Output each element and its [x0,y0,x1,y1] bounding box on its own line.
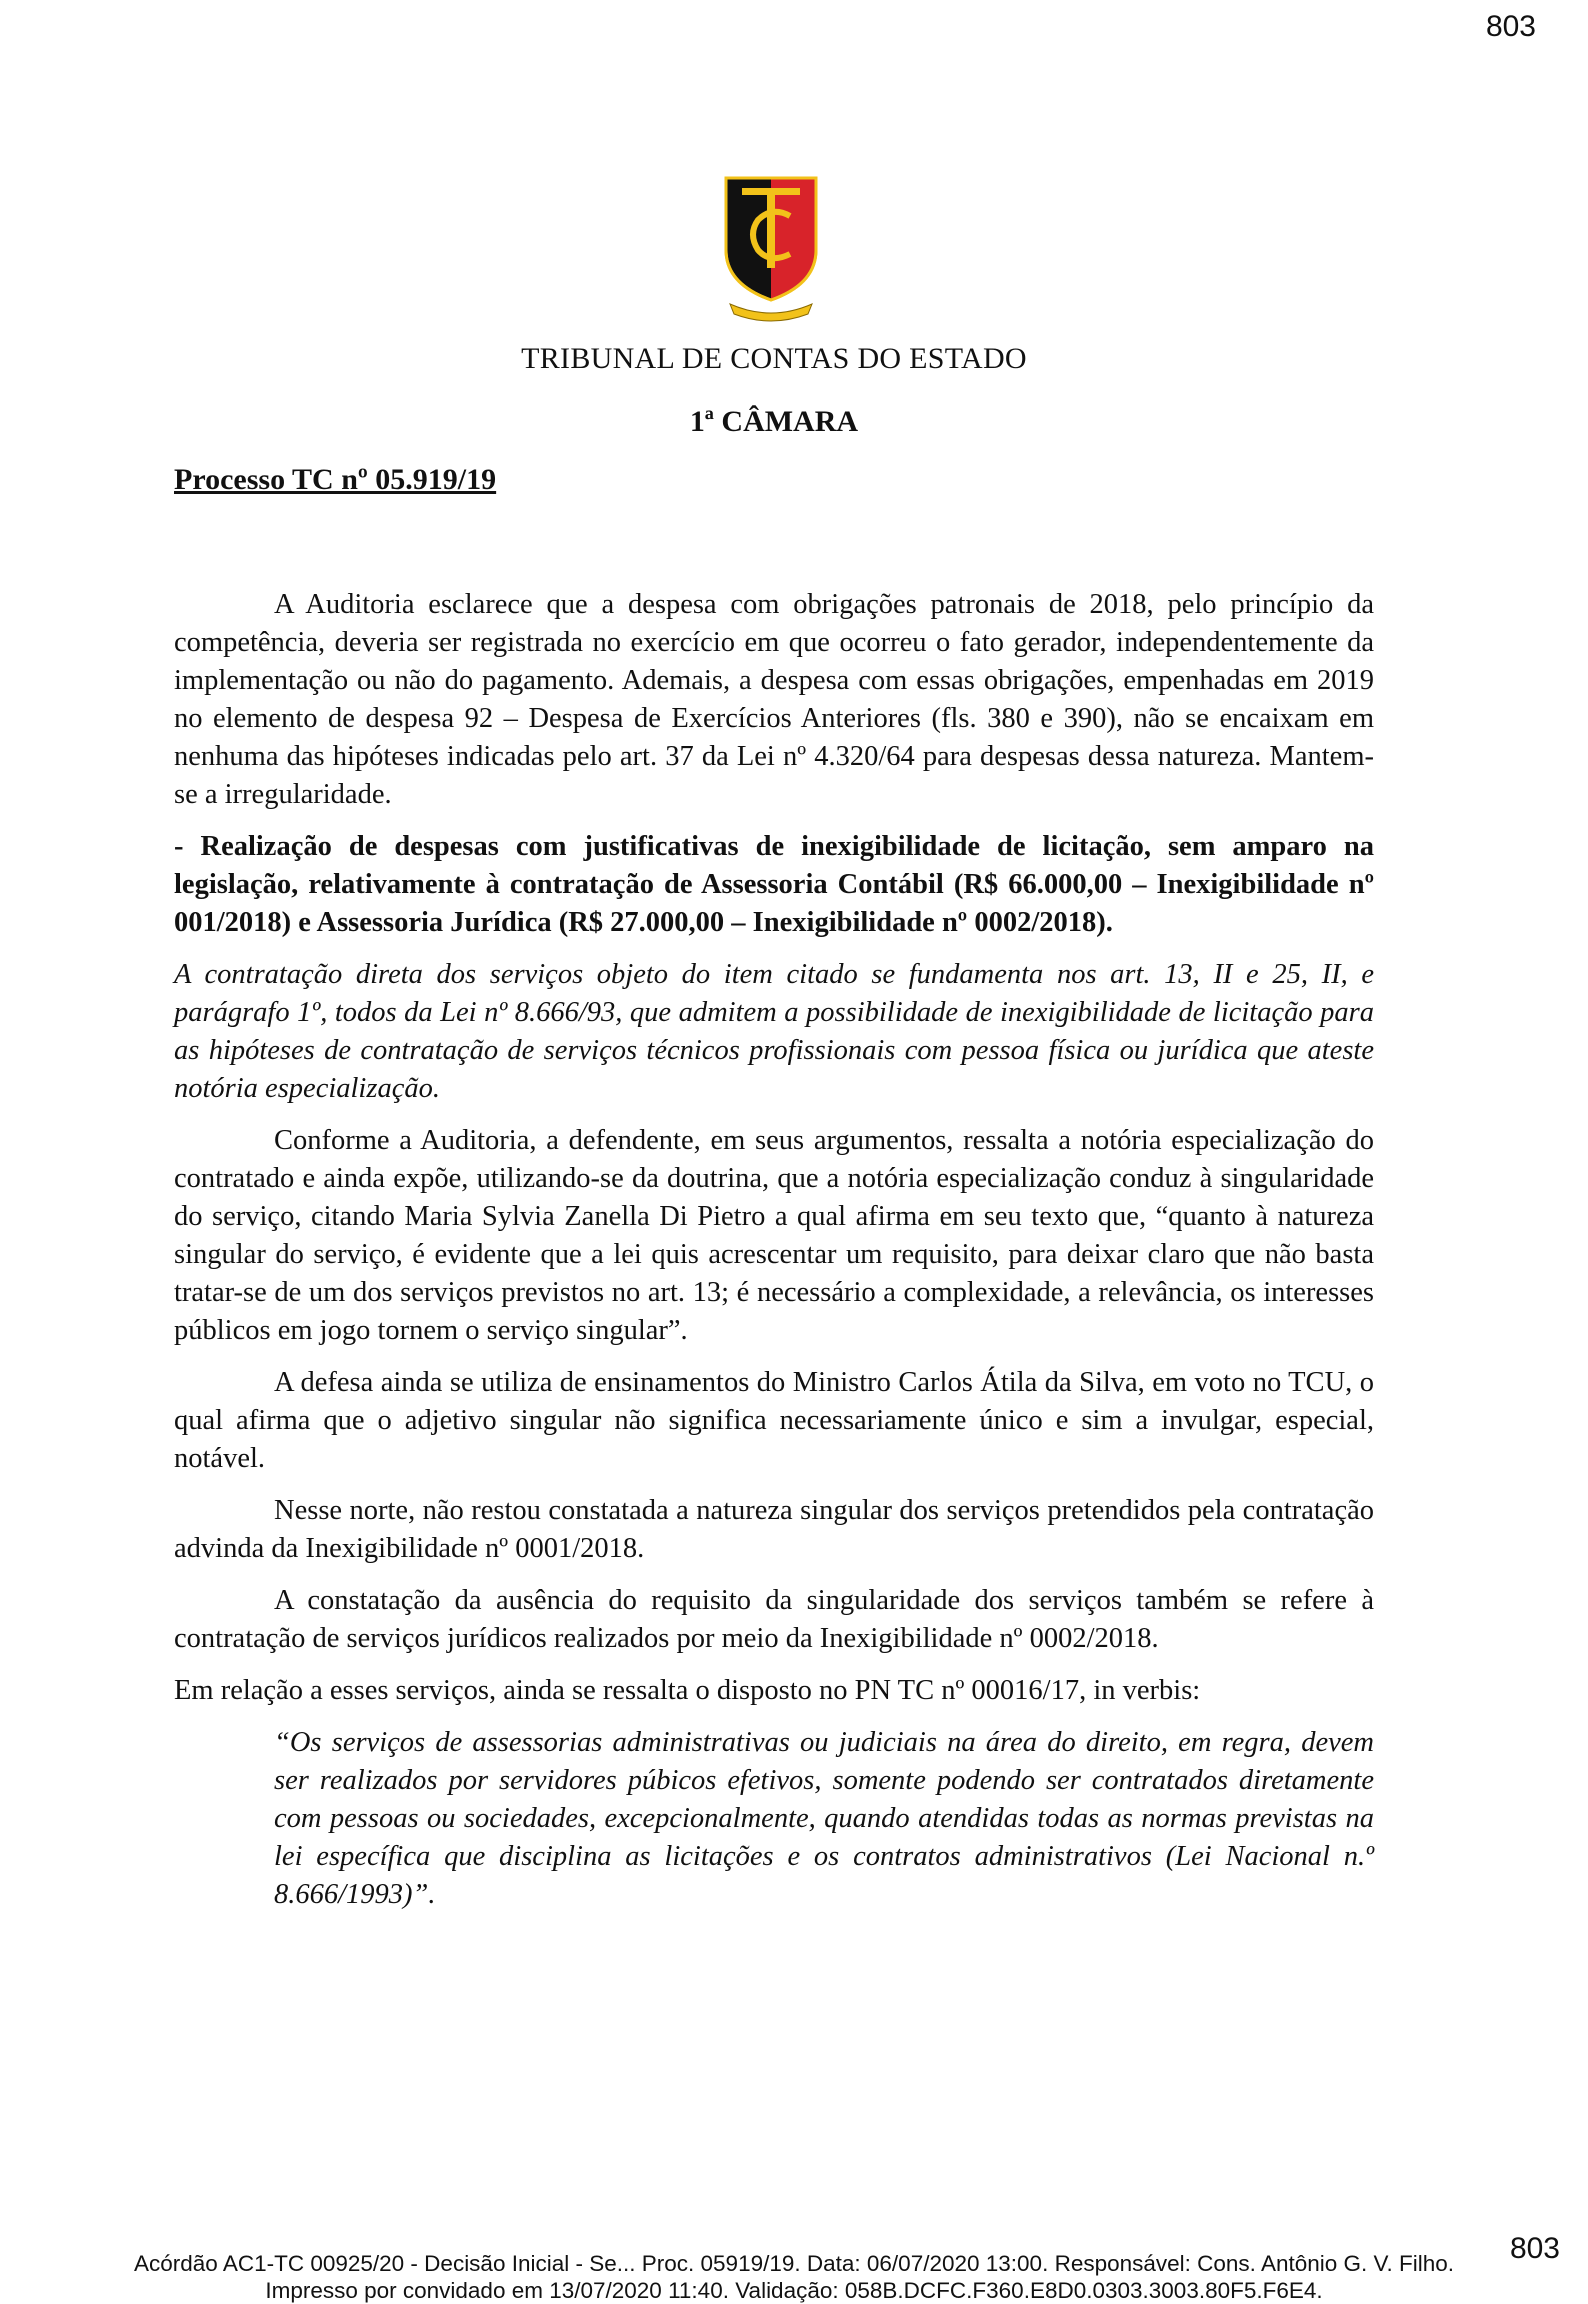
chamber-title: 1ª CÂMARA [689,405,859,438]
document-body [174,586,1374,1928]
footer [0,2250,1588,2304]
quote-pn-tc: “Os serviços de assessorias administrativas ou judiciais na área do direito, em regra, devem ser realizados por servidores púbicos efetivos, somente podendo ser contratados diretamente com pessoas ou sociedades, excepcionalmente, quando atendidas todas as normas previstas na lei específica que disciplina as licitações e os contratos administrativos (Lei Nacional n.º 8.666/1993)”. [274,1727,1374,1910]
page-number-bottom: 803 [1509,2232,1560,2265]
paragraph-conclusion-accounting: Nesse norte, não restou constatada a natureza singular dos serviços pretendidos pela contratação advinda da Inexigibilidade nº 0001/2018. [174,1495,1374,1564]
paragraph-audit-note: A Auditoria esclarece que a despesa com obrigações patronais de 2018, pelo princípio da competência, deveria ser registrada no exercício em que ocorreu o fato gerador, independentemente da implementação ou não do pagamento. Ademais, a despesa com essas obrigações, empenhadas em 2019 no elemento de despesa 92 – Despesa de Exercícios Anteriores (fls. 380 e 390), não se encaixam em nenhuma das hipóteses indicadas pelo art. 37 da Lei nº 4.320/64 para despesas dessa natureza. Mantem-se a irregularidade. [174,589,1374,810]
paragraph-defense-argument: A contratação direta dos serviços objeto do item citado se fundamenta nos art. 13, II e 25, II, e parágrafo 1º, todos da Lei nº 8.666/93, que admitem a possibilidade de inexigibilidade de licitação para as hipóteses de contratação de serviços técnicos profissionais com pessoa física ou jurídica que ateste notória especialização. [174,959,1374,1104]
tce-pb-crest-icon [720,172,822,322]
paragraph-pn-reference: Em relação a esses serviços, ainda se ressalta o disposto no PN TC nº 00016/17, in verbis: [174,1675,1201,1706]
paragraph-conclusion-legal: A constatação da ausência do requisito da singularidade dos serviços também se refere à contratação de serviços jurídicos realizados por meio da Inexigibilidade nº 0002/2018. [174,1585,1374,1654]
footer-line-decision: Acórdão AC1-TC 00925/20 - Decisão Inicial - Se... Proc. 05919/19. Data: 06/07/2020 13:00. Responsável: Cons. Antônio G. V. Filho. [134,2251,1454,2276]
paragraph-irregularity-heading: - Realização de despesas com justificativas de inexigibilidade de licitação, sem amparo na legislação, relativamente à contratação de Assessoria Contábil (R$ 66.000,00 – Inexigibilidade nº 001/2018) e Assessoria Jurídica (R$ 27.000,00 – Inexigibilidade nº 0002/2018). [174,831,1374,938]
process-number: Processo TC nº 05.919/19 [174,463,497,496]
court-title: TRIBUNAL DE CONTAS DO ESTADO [521,342,1027,375]
footer-line-validation: Impresso por convidado em 13/07/2020 11:40. Validação: 058B.DCFC.F360.E8D0.0303.3003.80F5.F6E4. [265,2278,1323,2303]
paragraph-audit-analysis: Conforme a Auditoria, a defendente, em seus argumentos, ressalta a notória especialização do contratado e ainda expõe, utilizando-se da doutrina, que a notória especialização conduz à singularidade do serviço, citando Maria Sylvia Zanella Di Pietro a qual afirma em seu texto que, “quanto à natureza singular do serviço, é evidente que a lei quis acrescentar um requisito, para deixar claro que não basta tratar-se de um dos serviços previstos no art. 13; é necessário a complexidade, a relevância, os interesses públicos em jogo tornem o serviço singular”. [174,1125,1374,1346]
paragraph-defense-doctrine: A defesa ainda se utiliza de ensinamentos do Ministro Carlos Átila da Silva, em voto no TCU, o qual afirma que o adjetivo singular não significa necessariamente único e sim a invulgar, especial, notável. [174,1367,1374,1474]
page-number-top: 803 [1485,10,1536,43]
